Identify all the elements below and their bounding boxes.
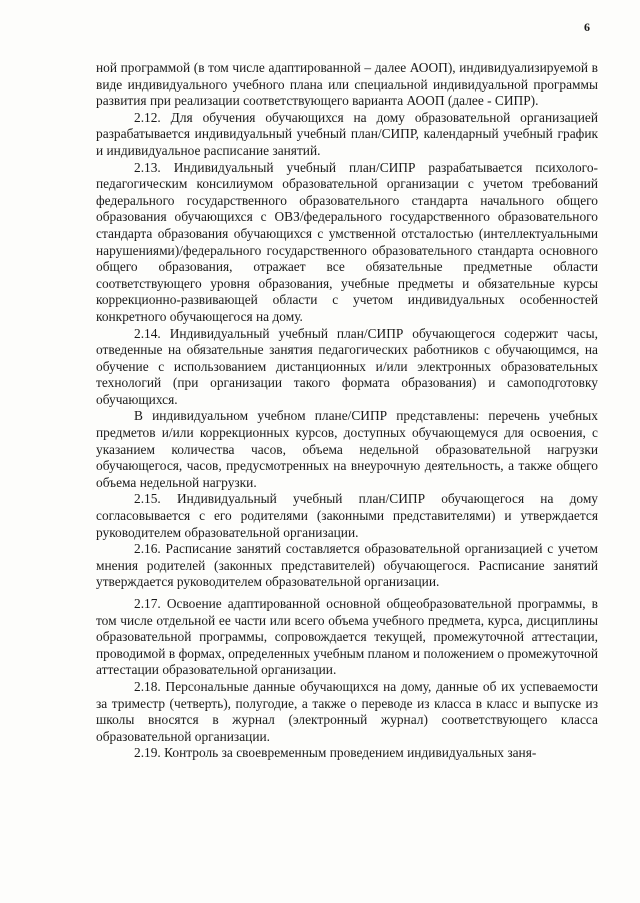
paragraph-2-14-plan: В индивидуальном учебном плане/СИПР представлены: перечень учебных предметов и/или коррекционных курсов, доступных обучающемуся для освоения, с указанием количества часов, объема недельной образовательной нагрузки обучающегося, часов, предусмотренных на внеурочную деятельность, а также общего объема недельной нагрузки.: [96, 408, 598, 490]
paragraph-2-13: 2.13. Индивидуальный учебный план/СИПР разрабатывается психолого-педагогическим консилиумом образовательной организации с учетом требований федерального государственного образовательного стандарта начального общего образования обучающихся с ОВЗ/федерального государственного образовательного стандарта образования обучающихся с умственной отсталостью (интеллектуальными нарушениями)/федерального государственного образовательного стандарта основного общего образования, отражает все обязательные предметные области соответствующего уровня образования, учебные предметы и обязательные курсы коррекционно-развивающей области с учетом индивидуальных особенностей конкретного обучающегося на дому.: [96, 159, 598, 324]
paragraph-2-17: 2.17. Освоение адаптированной основной общеобразовательной программы, в том числе отдельной ее части или всего объема учебного предмета, курса, дисциплины образовательной программы, сопровождается текущей, промежуточной аттестации, проводимой в формах, определенных учебным планом и положением о промежуточной аттестации образовательной организации.: [96, 596, 598, 678]
paragraph-2-12: 2.12. Для обучения обучающихся на дому образовательной организацией разрабатывается индивидуальный учебный план/СИПР, календарный учебный график и индивидуальное расписание занятий.: [96, 109, 598, 158]
page-number: 6: [584, 20, 590, 34]
paragraph-2-16: 2.16. Расписание занятий составляется образовательной организацией с учетом мнения родителей (законных представителей) обучающегося. Расписание занятий утверждается руководителем образовательной организации.: [96, 541, 598, 590]
paragraph-2-18: 2.18. Персональные данные обучающихся на дому, данные об их успеваемости за триместр (четверть), полугодие, а также о переводе из класса в класс и выпуске из школы вносятся в журнал (электронный журнал) соответствующего класса образовательной организации.: [96, 678, 598, 744]
paragraph-intro: ной программой (в том числе адаптированной – далее АООП), индивидуализируемой в виде индивидуального учебного плана или специальной индивидуальной программы развития при реализации соответствующего варианта АООП (далее - СИПР).: [96, 60, 598, 109]
document-body: [96, 60, 598, 762]
paragraph-2-15: 2.15. Индивидуальный учебный план/СИПР обучающегося на дому согласовывается с его родителями (законными представителями) и утверждается руководителем образовательной организации.: [96, 491, 598, 540]
paragraph-2-19: 2.19. Контроль за своевременным проведением индивидуальных заня-: [134, 745, 537, 761]
paragraph-2-14: 2.14. Индивидуальный учебный план/СИПР обучающегося содержит часы, отведенные на обязательные занятия педагогических работников с обучающимся, на обучение с использованием дистанционных и/или электронных образовательных технологий (при организации такого формата образования) и самоподготовку обучающихся.: [96, 325, 598, 407]
